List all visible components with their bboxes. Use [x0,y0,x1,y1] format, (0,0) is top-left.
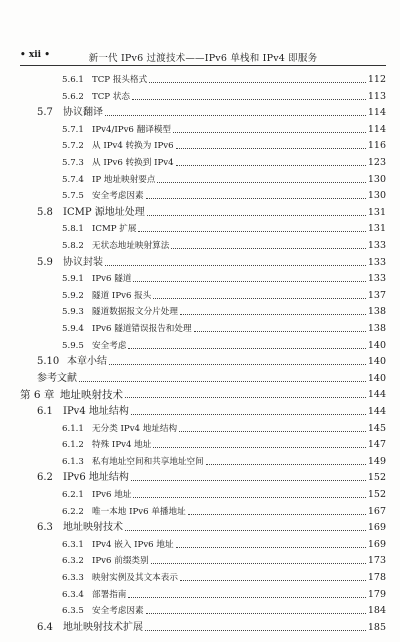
dot-leader [147,215,366,216]
toc-entry [0,618,400,634]
dot-leader [151,563,366,564]
toc-entry-title: 隧道 IPv6 报头 [92,290,152,301]
dot-leader [173,132,366,133]
toc-entry-page: 169 [367,538,386,550]
dot-leader [132,99,366,100]
dot-leader [176,148,366,149]
dot-leader [180,314,366,315]
toc-entry-title: 无分类 IPv4 地址结构 [92,423,178,434]
book-title: 新一代 IPv6 过渡技术——IPv6 单栈和 IPv4 即服务 [88,53,318,64]
toc-entry-page: 138 [367,323,386,334]
toc-entry-number: 6.1 [37,406,53,417]
toc-entry-title: IPv4/IPv6 翻译模型 [92,124,172,135]
toc-entry [0,369,400,385]
dot-leader [128,348,365,349]
toc-entry-number: 5.6.2 [62,91,84,102]
toc-entry-number: 5.7.5 [62,191,84,202]
dot-leader [188,514,366,515]
dot-leader [176,547,366,548]
toc-entry [0,70,400,86]
toc-entry [0,518,400,534]
toc-entry-number: 5.6.1 [62,75,84,85]
toc-entry-page: 149 [367,455,386,467]
dot-leader [133,497,365,498]
toc-entry-title: 特殊 IPv4 地址 [92,440,152,451]
toc-entry [0,269,400,285]
toc-entry-page: 140 [367,356,386,368]
toc-entry-number: 6.3.1 [62,539,84,550]
toc-entry-page: 173 [367,555,386,567]
toc-entry [0,186,400,202]
toc-entry [0,286,400,302]
toc-entry-title: 本章小结 [67,356,107,368]
dot-leader [194,331,366,332]
toc-entry [0,502,400,518]
toc-entry [0,352,400,368]
running-header [20,49,386,66]
dot-leader [133,281,365,282]
dot-leader [206,464,366,465]
toc-entry-page: 131 [367,223,386,235]
toc-entry-title: 隧道数据报文分片处理 [92,307,178,318]
toc-entry-number: 5.9.3 [62,307,84,318]
toc-entry-number: 6.1.2 [62,440,84,451]
toc-entry [0,103,400,119]
toc-entry-title: IPv6 地址结构 [63,472,129,484]
toc-entry-number: 6.3.2 [62,556,84,567]
toc-entry-number: 第 6 章 [20,389,55,402]
toc-entry-number: 5.8.2 [62,241,84,251]
toc-entry-page: 114 [367,123,386,135]
toc-entry-title: 映射实例及其文本表示 [92,573,178,583]
toc-entry-title: 安全考虑 [92,340,127,351]
toc-entry [0,170,400,186]
toc-entry-number: 5.10 [37,356,60,368]
toc-entry-title: 唯一本地 IPv6 单播地址 [92,506,186,517]
toc-entry-number: 6.2.2 [62,506,84,517]
dot-leader [145,630,366,631]
toc-entry-title: 从 IPv6 转换到 IPv4 [92,158,174,168]
page-number: • xii • [20,50,50,60]
toc-entry-number: 6.3.3 [62,573,84,583]
toc-entry-title: 安全考虑因素 [92,606,144,617]
toc-entry-title: 协议翻译 [63,107,103,119]
toc-entry [0,87,400,103]
toc-entry [0,585,400,601]
toc-entry-page: 179 [367,588,386,600]
toc-entry [0,219,400,235]
toc-entry [0,203,400,219]
toc-entry-title: 安全考虑因素 [92,191,144,202]
toc-entry-number: 5.9.4 [62,324,84,334]
dot-leader [125,397,366,398]
dot-leader [153,298,366,299]
dot-leader [138,231,365,232]
toc-entry-page: 184 [367,605,386,617]
toc-entry-number: 5.9.2 [62,290,84,301]
dot-leader [105,265,366,266]
toc-entry-title: 部署指南 [92,589,127,600]
toc-entry-page: 116 [367,140,386,152]
toc-entry [0,319,400,335]
toc-entry-page: 144 [367,389,386,401]
toc-entry-number: 5.7.3 [62,158,84,168]
toc-entry [0,236,400,252]
toc-entry [0,452,400,468]
toc-entry-number: 6.3 [37,522,53,534]
toc-entry-page: 140 [367,372,386,384]
toc-entry-title: 无状态地址映射算法 [92,241,170,251]
toc-entry-page: 133 [367,273,386,285]
dot-leader [131,480,366,481]
toc-entry [0,385,400,401]
toc-entry-number: 6.2 [37,472,53,484]
dot-leader [171,248,366,249]
toc-entry-number: 6.3.5 [62,606,84,617]
toc-entry [0,535,400,551]
toc-entry-number: 6.4 [37,621,53,633]
toc-entry-page: 133 [367,256,386,268]
toc-entry-page: 152 [367,472,386,484]
toc-entry-page: 123 [367,157,386,168]
toc-entry-title: ICMP 源地址处理 [63,206,145,218]
toc-entry [0,302,400,318]
dot-leader [153,447,366,448]
dot-leader [146,613,366,614]
toc-entry-page: 169 [367,522,386,534]
toc-entry [0,568,400,584]
toc-entry [0,601,400,617]
toc-entry-number: 6.3.4 [62,589,84,600]
dot-leader [79,381,366,382]
toc-entry-number: 5.7.1 [62,124,84,135]
toc-entry-number: 6.1.3 [62,456,84,467]
toc-entry-page: 147 [367,439,386,451]
toc-entry [0,551,400,567]
toc-entry-page: 137 [367,289,386,301]
toc-entry-number: 5.7.2 [62,141,84,152]
toc-entry-page: 185 [367,621,386,633]
dot-leader [179,431,366,432]
dot-leader [128,597,365,598]
toc-entry-page: 130 [367,173,386,185]
toc-entry-title: IPv4 嵌入 IPv6 地址 [92,539,174,550]
toc-entry-page: 152 [367,489,386,500]
toc-entry-title: IPv6 地址 [92,490,132,500]
toc-entry-page: 167 [367,505,386,517]
toc-entry [0,402,400,418]
toc-entry-number: 5.9 [37,256,53,268]
toc-entry-title: 地址映射技术扩展 [63,621,143,633]
toc-entry-number: 5.7 [37,107,53,119]
toc-entry-number: 5.7.4 [62,174,84,185]
toc-entry-title: IPv4 地址结构 [63,406,129,417]
toc-entry-page: 114 [367,107,386,119]
dot-leader [131,414,366,415]
toc-entry-page: 133 [367,240,386,251]
dot-leader [176,165,366,166]
toc-entry-title: 私有地址空间和共享地址空间 [92,456,204,467]
dot-leader [105,115,366,116]
toc-entry-page: 144 [367,406,386,417]
toc-entry-page: 178 [367,572,386,583]
toc-entry-number: 5.8.1 [62,224,84,235]
toc-entry-title: IP 地址映射要点 [92,174,156,185]
toc-entry-page: 131 [367,206,386,218]
toc-entry [0,136,400,152]
dot-leader [149,82,366,83]
toc-entry-title: TCP 状态 [92,91,131,102]
toc-entry-page: 138 [367,306,386,318]
toc-entry-number: 6.2.1 [62,490,84,500]
toc-entry-title: ICMP 扩展 [92,224,137,235]
dot-leader [125,530,366,531]
toc-entry-title: IPv6 隧道 [92,274,132,285]
toc-entry [0,120,400,136]
dot-leader [180,580,366,581]
toc-entry-title: 参考文献 [37,372,77,384]
toc-entry-title: TCP 报头格式 [92,75,148,85]
toc-entry [0,485,400,501]
toc-entry-number: 6.1.1 [62,423,84,434]
toc-entry-number: 5.9.1 [62,274,84,285]
toc-entry [0,153,400,169]
toc-entry [0,419,400,435]
toc-entry-number: 5.9.5 [62,340,84,351]
toc-entry-title: 地址映射技术 [60,389,123,402]
dot-leader [146,198,366,199]
toc-entry-title: 地址映射技术 [63,522,123,534]
toc-entry-page: 130 [367,190,386,202]
toc-entry [0,253,400,269]
dot-leader [157,182,365,183]
toc-entry-page: 112 [367,74,386,85]
toc-entry-title: 从 IPv4 转换为 IPv6 [92,141,174,152]
toc-entry-number: 5.8 [37,206,53,218]
toc-entry-page: 140 [367,339,386,351]
toc-entry [0,435,400,451]
toc-entry-title: 协议封装 [63,256,103,268]
toc-entry-page: 145 [367,422,386,434]
toc-entry-title: IPv6 隧道错误报告和处理 [92,324,192,334]
toc-entry [0,468,400,484]
toc-entry [0,336,400,352]
dot-leader [109,364,366,365]
toc-entry-title: IPv6 前缀类别 [92,556,149,567]
toc-entry-page: 113 [367,90,386,102]
